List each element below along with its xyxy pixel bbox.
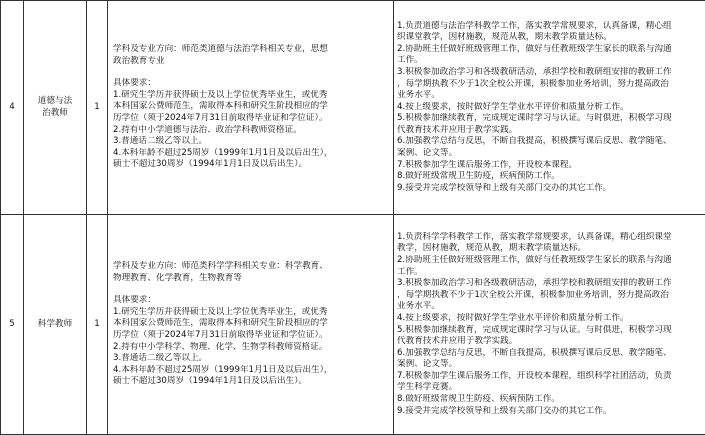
duties-cell [394, 215, 705, 435]
duty-line: 3.积极参加政治学习和各级教研活动，承担学校和教研组安排的教研工作 [397, 278, 672, 289]
post-name-line: 科学教师 [37, 318, 73, 329]
duty-line: 9.接受并完成学校领导和上级有关部门交办的其它工作。 [397, 182, 612, 193]
requirement-line: 硕士不超过30周岁（1994年1月1日及以后出生）。 [113, 159, 308, 170]
requirements-cell [108, 215, 394, 435]
duty-line: 业务水平。 [397, 90, 440, 101]
duty-line: 业务水平。 [397, 301, 440, 312]
post-name-cell [24, 215, 87, 435]
requirement-line: 3.普通话二级乙等以上。 [113, 353, 208, 364]
duty-line: 7.积极参加学生课后服务工作，开设校本课程。 [397, 159, 578, 170]
duty-line: 工作。 [397, 55, 423, 66]
requirement-line: 历学位（须于2024年7月31日前取得毕业证和学位证）。 [113, 113, 328, 123]
requirement-line: 4.本科年龄不超过25周岁（1999年1月1日及以后出生）， [113, 364, 333, 375]
major-line: 物理教育、化学教育，生物教育等 [113, 272, 242, 283]
requirement-line: 1.研究生学历并获得硕士及以上学位优秀毕业生，或优秀 [113, 306, 328, 317]
duty-line: 6.加强教学总结与反思，不断自我提高，积极撰写课后反思、教学随笔、 [397, 347, 672, 358]
requirement-line: 本科国家公费师范生，需取得本科和研究生阶段相应的学 [113, 318, 328, 329]
duty-line: 3.积极参加政治学习和各级教研活动，承担学校和教研组安排的教研工作 [397, 66, 672, 77]
duty-line: 1.负责道德与法治学科教学工作，落实教学常规要求，认真备课，精心组 [397, 20, 672, 31]
duty-line: 学生科学竞赛。 [397, 382, 458, 393]
table-row [1, 1, 705, 215]
duty-line: 8.做好班级常规卫生防疫，疾病预防工作。 [397, 171, 560, 182]
duty-line: 织课堂教学，因材施教，规范从教，期末教学质量达标。 [397, 32, 612, 43]
duty-line: 案例、论文等。 [397, 359, 458, 370]
post-name-line: 治教师 [42, 107, 68, 118]
requirements-title: 具体要求： [113, 78, 156, 89]
duty-line: ，每学期执教不少于1次全校公开课，积极参加业务培训，努力提高政治 [397, 289, 669, 300]
duty-line: 代教育技术并应用于教学实践。 [397, 124, 518, 135]
hire-count: 1 [87, 215, 108, 435]
duty-line: 工作。 [397, 266, 423, 277]
requirement-line: 3.普通话二级乙等以上。 [113, 136, 208, 147]
duty-line: 2.协助班主任做好班级管理工作，做好与任教班级学生家长的联系与沟通 [397, 254, 672, 265]
post-name-cell [24, 1, 87, 215]
requirement-line: 4.本科年龄不超过25周岁（1999年1月1日及以后出生）， [113, 147, 333, 158]
requirement-line: 2.持有中小学道德与法治、政治学科教师资格证。 [113, 124, 302, 135]
requirement-line: 1.研究生学历并获得硕士及以上学位优秀毕业生，或优秀 [113, 89, 328, 100]
duty-line: 4.按上级要求，按时做好学生学业水平评价和质量分析工作。 [397, 312, 629, 323]
hire-count: 1 [87, 1, 108, 215]
requirement-line: 历学位（须于2024年7月31日前取得毕业证和学位证）。 [113, 330, 328, 340]
duty-line: 5.积极参加继续教育，完成规定课时学习与认证。与时俱进，积极学习现 [397, 324, 672, 335]
duty-line: 教学，因材施教，规范从教，期末教学质量达标。 [397, 243, 587, 254]
major-line: 学科及专业方向：师范类科学学科相关专业：科学教育、 [113, 261, 328, 272]
duty-line: 9.接受并完成学校领导和上级有关部门交办的其它工作。 [397, 405, 612, 416]
duty-line: 8.做好班级常规卫生防疫、疾病预防工作。 [397, 394, 560, 405]
major-line: 政治教育专业 [113, 55, 165, 66]
duty-line: 4.按上级要求，按时做好学生学业水平评价和质量分析工作。 [397, 101, 629, 112]
requirement-line: 2.持有中小学科学、物理、化学、生物学科教师资格证。 [113, 341, 328, 352]
major-line: 学科及专业方向：师范类道德与法治学科相关专业，思想 [113, 44, 328, 55]
duty-line: 1.负责科学学科教学工作，落实教学常规要求，认真备课，精心组织课堂 [397, 231, 672, 242]
duty-line: 2.协助班主任做好班级管理工作，做好与任教班级学生家长的联系与沟通 [397, 43, 672, 54]
duty-line: 代教育技术并应用于教学实践。 [397, 336, 518, 347]
duties-cell [394, 1, 705, 215]
row-number: 4 [1, 1, 24, 215]
post-name-line: 道德与法 [37, 95, 73, 106]
requirement-line: 本科国家公费师范生，需取得本科和研究生阶段相应的学 [113, 101, 328, 112]
duty-line: 7.积极参加学生课后服务工作，开设校本课程，组织科学社团活动，负责 [397, 370, 672, 381]
row-number: 5 [1, 215, 24, 435]
requirement-line: 硕士不超过30周岁（1994年1月1日及以后出生）。 [113, 376, 308, 387]
duty-line: 5.积极参加继续教育，完成规定课时学习与认证。与时俱进，积极学习现 [397, 113, 672, 124]
requirements-title: 具体要求： [113, 295, 156, 306]
requirements-cell [108, 1, 394, 215]
duty-line: ，每学期执教不少于1次全校公开课，积极参加业务培训，努力提高政治 [397, 78, 669, 89]
duty-line: 6.加强教学总结与反思，不断自我提高，积极撰写课后反思、教学随笔、 [397, 136, 672, 147]
duty-line: 案例、论文等。 [397, 148, 458, 159]
table-row [1, 215, 705, 435]
